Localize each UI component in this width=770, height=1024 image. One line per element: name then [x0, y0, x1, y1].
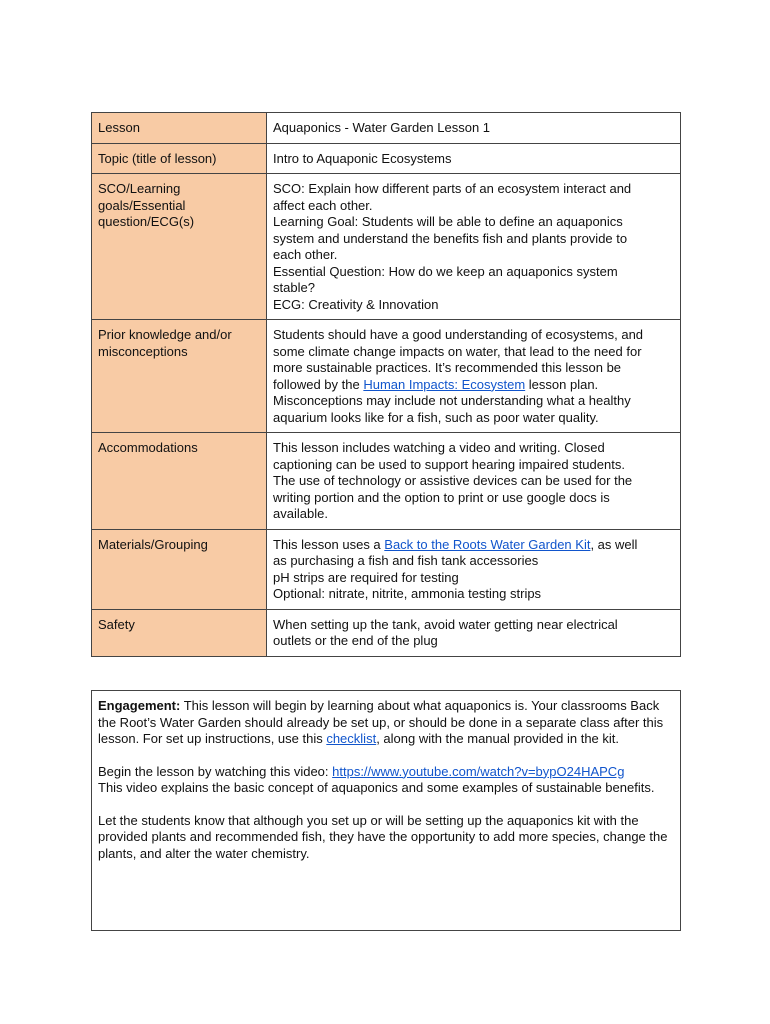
row-value-accommodations: This lesson includes watching a video and writing. Closed captioning can be used to support hearing impaired students. The use of technology or assistive devices can be used for the writing portion and the option to print or use google docs is available.	[267, 433, 681, 530]
materials-text-start: This lesson uses a	[273, 536, 385, 552]
row-value-lesson: Aquaponics - Water Garden Lesson 1	[267, 113, 681, 144]
row-label-topic: Topic (title of lesson)	[92, 143, 267, 174]
water-garden-kit-link[interactable]: Back to the Roots Water Garden Kit	[384, 536, 591, 552]
table-row	[92, 143, 681, 174]
row-value-learning-goals: SCO: Explain how different parts of an ecosystem interact and affect each other. Learning Goal: Students will be able to define an aquaponics system and understand the benefits fish and plants provide to each other. Essential Question: How do we keep an aquaponics system stable? ECG: Creativity & Innovation	[267, 174, 681, 320]
engagement-section	[91, 690, 681, 931]
row-label-prior-knowledge: Prior knowledge and/or misconceptions	[92, 320, 267, 433]
youtube-video-link[interactable]: https://www.youtube.com/watch?v=bypO24HAPCg	[332, 763, 625, 779]
table-row	[92, 529, 681, 609]
checklist-link[interactable]: checklist	[326, 731, 377, 746]
table-row	[92, 320, 681, 433]
prior-knowledge-text-start: Students should have a good understanding of ecosystems, and some climate change impacts on water, that lead to the need for more sustainable practices. It’s recommended this lesson be followed by the	[273, 327, 644, 392]
engagement-paragraph-2	[98, 764, 674, 797]
table-row	[92, 609, 681, 656]
human-impacts-link[interactable]: Human Impacts: Ecosystem	[363, 376, 526, 392]
engagement-text-end: , along with the manual provided in the kit.	[376, 731, 619, 746]
row-value-safety: When setting up the tank, avoid water getting near electrical outlets or the end of the plug	[267, 609, 681, 656]
engagement-heading: Engagement:	[98, 698, 181, 713]
row-label-lesson: Lesson	[92, 113, 267, 144]
row-value-topic: Intro to Aquaponic Ecosystems	[267, 143, 681, 174]
row-label-accommodations: Accommodations	[92, 433, 267, 530]
row-label-materials: Materials/Grouping	[92, 529, 267, 609]
engagement-paragraph-3: Let the students know that although you set up or will be setting up the aquaponics kit with the provided plants and recommended fish, they have the opportunity to add more species, change the plants, and alter the water chemistry.	[98, 812, 668, 861]
row-value-materials	[267, 529, 681, 609]
table-row	[92, 174, 681, 320]
row-label-safety: Safety	[92, 609, 267, 656]
row-value-prior-knowledge	[267, 320, 681, 433]
prior-knowledge-text-end: lesson plan. Misconceptions may include not understanding what a healthy aquarium looks like for a fish, such as poor water quality.	[273, 376, 631, 425]
table-row	[92, 433, 681, 530]
row-label-learning-goals: SCO/Learning goals/Essential question/ECG(s)	[92, 174, 267, 320]
materials-text-end: , as well as purchasing a fish and fish tank accessories pH strips are required for testing Optional: nitrate, nitrite, ammonia testing strips	[273, 536, 638, 601]
video-intro-text: Begin the lesson by watching this video:	[98, 763, 333, 779]
engagement-text-start: This lesson will begin by learning about what aquaponics is. Your classrooms Back the Root’s Water Garden should already be set up, or should be done in a separate class after this lesson. For set up instructions, use this	[98, 698, 664, 746]
lesson-plan-table	[91, 112, 681, 657]
engagement-paragraph-1	[98, 698, 674, 748]
table-row	[92, 113, 681, 144]
video-description-text: This video explains the basic concept of aquaponics and some examples of sustainable benefits.	[98, 780, 655, 795]
